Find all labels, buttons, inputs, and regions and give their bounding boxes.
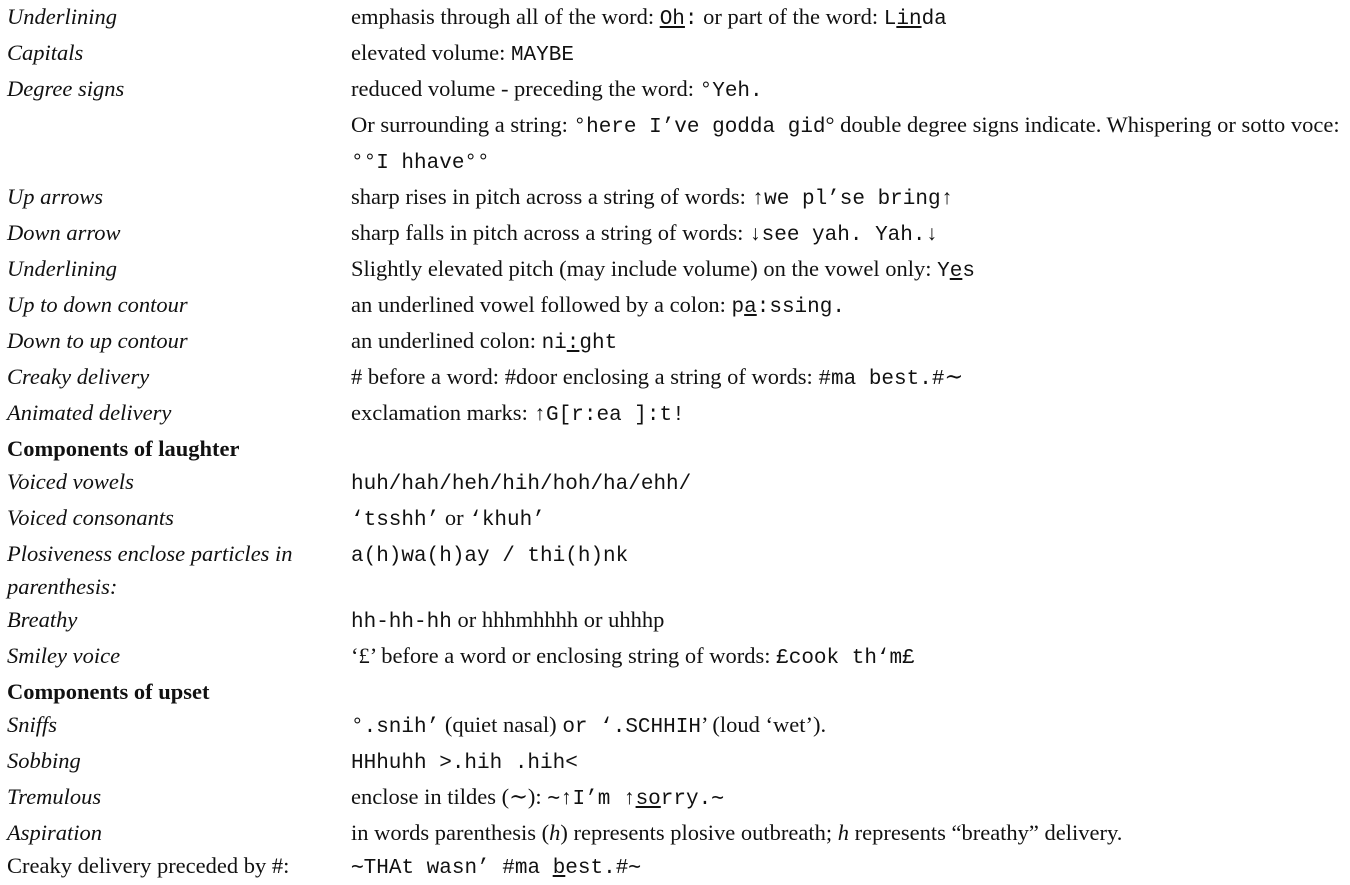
- convention-label: Animated delivery: [7, 400, 172, 425]
- convention-description: [351, 360, 1350, 396]
- transcription-example: ‘tsshh’: [351, 509, 440, 532]
- convention-label: Up to down contour: [7, 292, 188, 317]
- convention-description: [351, 603, 1350, 639]
- convention-row: [0, 849, 1350, 885]
- convention-row: [0, 72, 1350, 108]
- convention-label: Aspiration: [7, 820, 103, 845]
- convention-description: [351, 216, 1350, 252]
- description-text: represents “breathy” delivery.: [849, 820, 1123, 845]
- convention-label: Creaky delivery preceded by #:: [7, 853, 290, 878]
- convention-description: [351, 0, 1350, 36]
- transcription-example: in: [896, 8, 922, 31]
- convention-row: [0, 108, 1350, 180]
- convention-label: Underlining: [7, 4, 117, 29]
- convention-row: [0, 780, 1350, 816]
- convention-row: [0, 216, 1350, 252]
- convention-label: Down arrow: [7, 220, 121, 245]
- description-text: h: [549, 820, 561, 845]
- convention-label: Sniffs: [7, 712, 58, 737]
- convention-description: [351, 501, 1350, 537]
- section-heading: Components of upset: [7, 679, 210, 704]
- convention-row: [0, 708, 1350, 744]
- convention-row: [0, 396, 1350, 432]
- convention-label: Plosiveness enclose particles in parenthesis:: [7, 541, 293, 599]
- section-heading: Components of laughter: [7, 436, 240, 461]
- transcription-example: °.snih’: [351, 716, 440, 739]
- convention-description: [351, 72, 1350, 108]
- description-text: ° double degree signs indicate. Whispering or sotto voce:: [825, 112, 1340, 137]
- transcription-example: so: [635, 788, 661, 811]
- transcription-example: ↓see yah. Yah.↓: [749, 224, 939, 247]
- transcription-example: :ssing.: [756, 296, 845, 319]
- transcription-example: ght: [579, 332, 618, 355]
- description-text: # before a word: #door enclosing a string of words:: [351, 364, 819, 389]
- transcription-example: huh/hah/heh/hih/hoh/ha/ehh/: [351, 473, 692, 496]
- convention-description: [351, 675, 1350, 708]
- transcription-example: ∼THAt wasn’ #ma: [351, 857, 553, 880]
- description-text: enclose in tildes (∼):: [351, 784, 548, 809]
- description-text: ’ (loud ‘wet’).: [700, 712, 827, 737]
- convention-description: [351, 432, 1350, 465]
- convention-row: [0, 816, 1350, 849]
- convention-row: [0, 744, 1350, 780]
- convention-row: [0, 0, 1350, 36]
- convention-row: [0, 36, 1350, 72]
- transcription-example: da: [921, 8, 947, 31]
- convention-description: [351, 708, 1350, 744]
- convention-label: Tremulous: [7, 784, 102, 809]
- convention-description: [351, 36, 1350, 72]
- transcription-example: p: [731, 296, 745, 319]
- convention-description: [351, 465, 1350, 501]
- description-text: Slightly elevated pitch (may include volume) on the vowel only:: [351, 256, 938, 281]
- convention-description: [351, 252, 1350, 288]
- description-text: ‘£’ before a word or enclosing string of words:: [351, 643, 777, 668]
- description-text: (quiet nasal): [439, 712, 563, 737]
- convention-label: Smiley voice: [7, 643, 121, 668]
- transcription-example: ↑G[r:ea ]:t!: [533, 404, 685, 427]
- convention-row: [0, 639, 1350, 675]
- transcription-example: Oh: [659, 8, 685, 31]
- description-text: emphasis through all of the word:: [351, 4, 660, 29]
- description-text: Or surrounding a string:: [351, 112, 574, 137]
- convention-label: Sobbing: [7, 748, 81, 773]
- transcription-example: ↑we pl’se bring↑: [751, 188, 954, 211]
- section-heading-row: [0, 432, 1350, 465]
- convention-row: [0, 360, 1350, 396]
- convention-label: Creaky delivery: [7, 364, 150, 389]
- convention-description: [351, 816, 1350, 849]
- transcription-example: ni: [541, 332, 567, 355]
- transcription-example: a: [744, 296, 757, 319]
- transcription-example: rry.∼: [660, 788, 724, 811]
- description-text: ) represents plosive outbreath;: [560, 820, 838, 845]
- convention-row: [0, 501, 1350, 537]
- convention-row: [0, 180, 1350, 216]
- transcription-example: #ma best.#: [818, 368, 945, 391]
- convention-description: [351, 780, 1350, 816]
- convention-row: [0, 324, 1350, 360]
- transcription-example: HHhuhh >.hih .hih<: [351, 752, 578, 775]
- convention-label: Degree signs: [7, 76, 125, 101]
- convention-row: [0, 252, 1350, 288]
- convention-description: [351, 537, 1350, 603]
- transcription-example: e: [949, 260, 963, 283]
- convention-row: [0, 465, 1350, 501]
- convention-row: [0, 603, 1350, 639]
- description-text: ∼: [944, 364, 964, 389]
- description-text: or: [439, 505, 470, 530]
- convention-label: Voiced vowels: [7, 469, 134, 494]
- convention-description: [351, 108, 1347, 180]
- convention-label: Capitals: [7, 40, 84, 65]
- transcription-example: or ‘.SCHHIH: [562, 716, 701, 739]
- transcription-example: a(h)wa(h)ay / thi(h)nk: [351, 545, 629, 568]
- convention-description: [351, 288, 1350, 324]
- convention-row: [0, 537, 1350, 603]
- transcription-example: Y: [937, 260, 950, 283]
- convention-label: Down to up contour: [7, 328, 188, 353]
- convention-label: Up arrows: [7, 184, 104, 209]
- convention-description: [351, 180, 1350, 216]
- transcription-example: MAYBE: [510, 44, 574, 67]
- transcription-example: L: [883, 8, 897, 31]
- transcription-example: £cook th‘m£: [776, 647, 915, 670]
- convention-description: [351, 324, 1350, 360]
- convention-description: [351, 849, 1350, 885]
- description-text: an underlined colon:: [351, 328, 542, 353]
- transcription-example: b: [552, 857, 566, 880]
- section-heading-row: [0, 675, 1350, 708]
- description-text: h: [837, 820, 850, 845]
- transcription-example: °°I hhave°°: [351, 152, 490, 175]
- transcription-example: :: [566, 332, 580, 355]
- convention-description: [351, 396, 1350, 432]
- transcription-example: °Yeh.: [699, 80, 763, 103]
- convention-description: [351, 744, 1350, 780]
- description-text: or hhhmhhhh or uhhhp: [451, 607, 665, 632]
- convention-description: [351, 639, 1350, 675]
- transcription-example: °here I’ve godda gid: [573, 116, 826, 139]
- convention-label: Voiced consonants: [7, 505, 174, 530]
- description-text: or part of the word:: [697, 4, 884, 29]
- description-text: an underlined vowel followed by a colon:: [351, 292, 732, 317]
- convention-row: [0, 288, 1350, 324]
- transcription-example: ∼↑I’m ↑: [547, 788, 636, 811]
- description-text: reduced volume - preceding the word:: [351, 76, 700, 101]
- transcription-example: s: [962, 260, 975, 283]
- transcription-example: ‘khuh’: [469, 509, 545, 532]
- transcription-example: :: [684, 8, 698, 31]
- description-text: exclamation marks:: [351, 400, 534, 425]
- description-text: sharp falls in pitch across a string of words:: [351, 220, 750, 245]
- description-text: in words parenthesis (: [351, 820, 550, 845]
- description-text: elevated volume:: [351, 40, 511, 65]
- convention-label: Underlining: [7, 256, 117, 281]
- transcription-example: est.#∼: [565, 857, 641, 880]
- transcription-example: hh-hh-hh: [351, 611, 452, 634]
- convention-label: Breathy: [7, 607, 78, 632]
- description-text: sharp rises in pitch across a string of words:: [351, 184, 752, 209]
